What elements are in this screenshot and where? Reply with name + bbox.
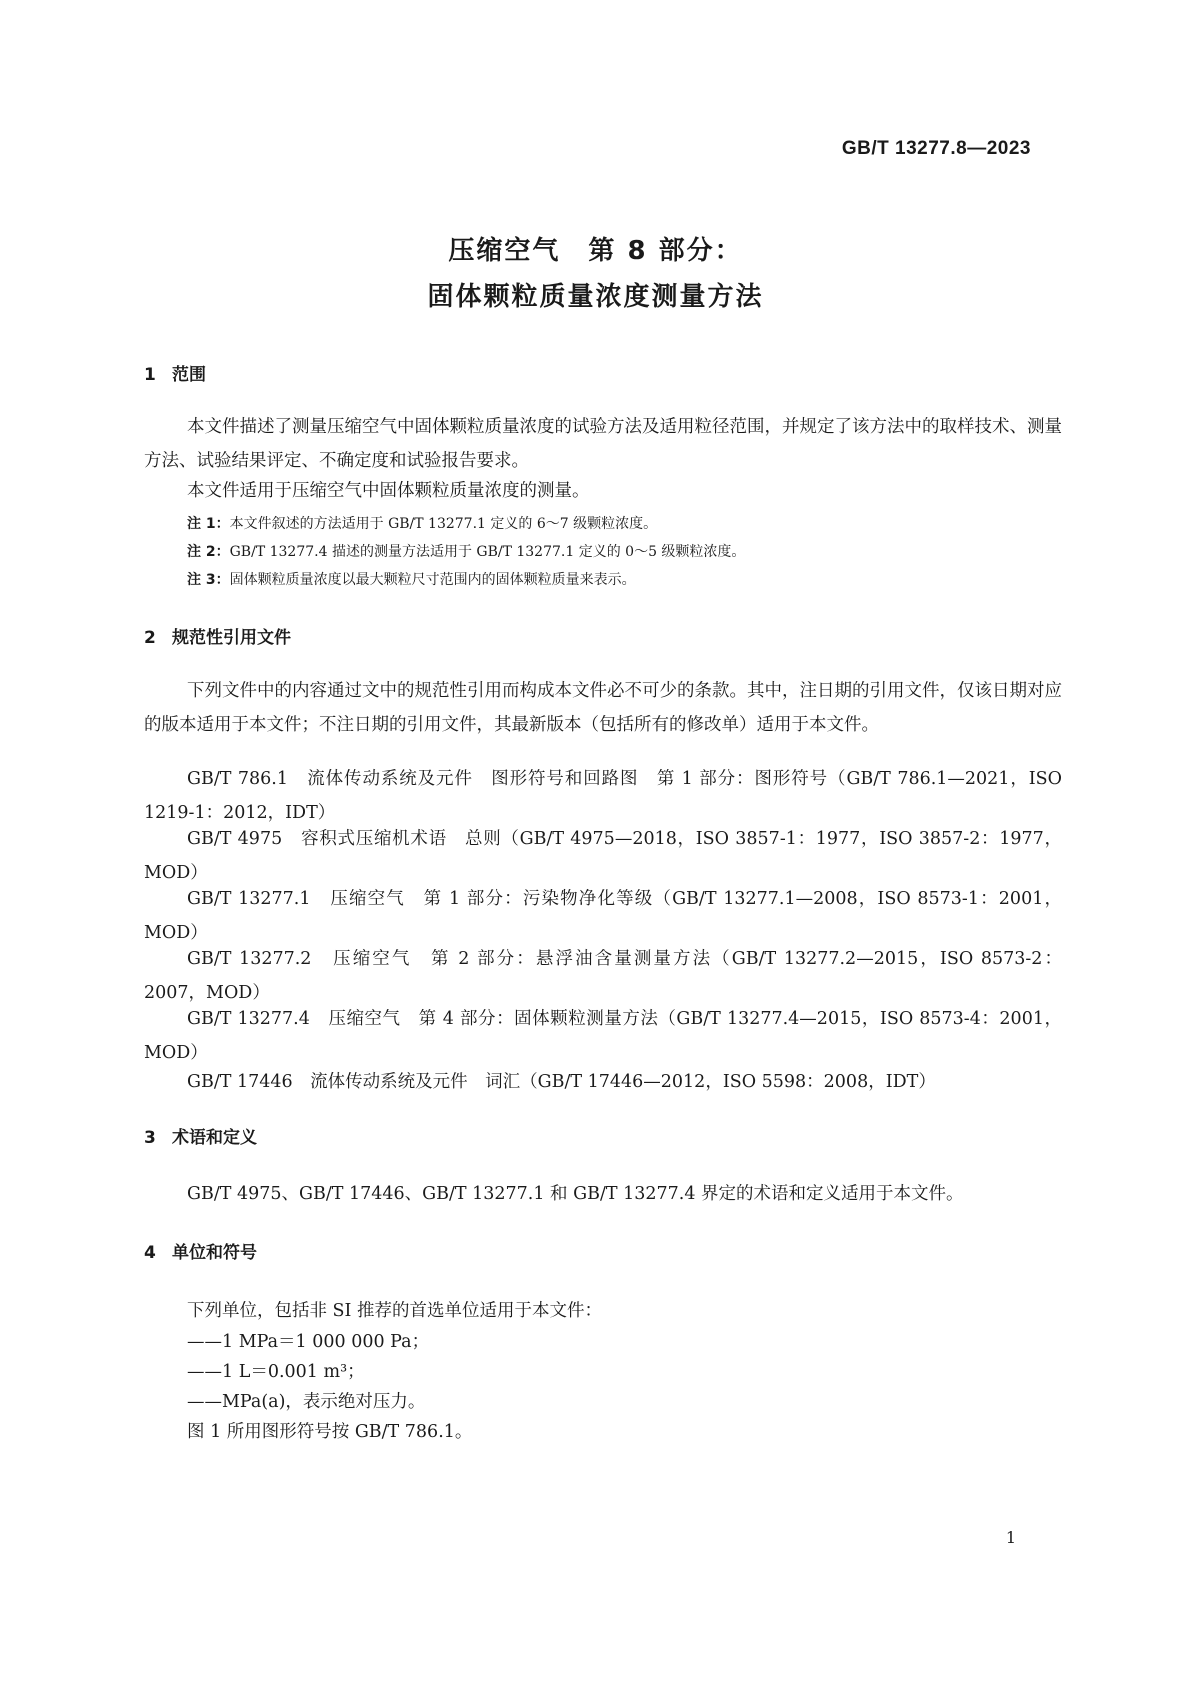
reference-item: GB/T 17446 流体传动系统及元件 词汇（GB/T 17446—2012，ISO 5598：2008，IDT） xyxy=(187,1072,936,1092)
section-number: 1 xyxy=(144,365,156,385)
section-number: 3 xyxy=(144,1128,156,1148)
references-intro: 下列文件中的内容通过文中的规范性引用而构成本文件必不可少的条款。其中，注日期的引用文件，仅该日期对应的版本适用于本文件；不注日期的引用文件，其最新版本（包括所有的修改单）适用于本文件。 xyxy=(144,681,1062,735)
section-2-heading xyxy=(144,623,291,648)
section-3-heading xyxy=(144,1123,257,1148)
units-closing: 图 1 所用图形符号按 GB/T 786.1。 xyxy=(187,1422,473,1442)
scope-note-1: 注 1：本文件叙述的方法适用于 GB/T 13277.1 定义的 6～7 级颗粒浓度。 xyxy=(187,516,658,532)
units-list-item: ——1 MPa＝1 000 000 Pa； xyxy=(187,1332,430,1352)
scope-note-3: 注 3：固体颗粒质量浓度以最大颗粒尺寸范围内的固体颗粒质量来表示。 xyxy=(187,572,636,588)
units-intro: 下列单位，包括非 SI 推荐的首选单位适用于本文件： xyxy=(187,1301,603,1321)
section-title: 规范性引用文件 xyxy=(172,628,291,648)
section-number: 4 xyxy=(144,1243,156,1263)
reference-item: GB/T 4975 容积式压缩机术语 总则（GB/T 4975—2018，ISO 3857-1：1977，ISO 3857-2：1977，MOD） xyxy=(144,829,1062,883)
scope-paragraph-1: 本文件描述了测量压缩空气中固体颗粒质量浓度的试验方法及适用粒径范围，并规定了该方法中的取样技术、测量方法、试验结果评定、不确定度和试验报告要求。 xyxy=(144,417,1062,471)
reference-item: GB/T 13277.4 压缩空气 第 4 部分：固体颗粒测量方法（GB/T 13277.4—2015，ISO 8573-4：2001，MOD） xyxy=(144,1009,1062,1063)
terms-paragraph: GB/T 4975、GB/T 17446、GB/T 13277.1 和 GB/T 13277.4 界定的术语和定义适用于本文件。 xyxy=(187,1184,964,1204)
section-title: 术语和定义 xyxy=(172,1128,257,1148)
page-number: 1 xyxy=(1005,1528,1016,1547)
section-title: 单位和符号 xyxy=(172,1243,257,1263)
reference-item: GB/T 786.1 流体传动系统及元件 图形符号和回路图 第 1 部分：图形符号（GB/T 786.1—2021，ISO 1219-1：2012，IDT） xyxy=(144,769,1062,823)
reference-item: GB/T 13277.2 压缩空气 第 2 部分：悬浮油含量测量方法（GB/T 13277.2—2015，ISO 8573-2：2007，MOD） xyxy=(144,949,1062,1003)
standard-code: GB/T 13277.8—2023 xyxy=(841,138,1031,159)
section-number: 2 xyxy=(144,628,156,648)
scope-note-2: 注 2：GB/T 13277.4 描述的测量方法适用于 GB/T 13277.1 定义的 0～5 级颗粒浓度。 xyxy=(187,544,746,560)
units-list-item: ——MPa(a)，表示绝对压力。 xyxy=(187,1392,426,1412)
section-4-heading xyxy=(144,1238,257,1263)
section-title: 范围 xyxy=(172,365,206,385)
scope-paragraph-2: 本文件适用于压缩空气中固体颗粒质量浓度的测量。 xyxy=(187,481,590,501)
section-1-heading xyxy=(144,360,206,385)
document-title-line2: 固体颗粒质量浓度测量方法 xyxy=(427,282,764,312)
units-list-item: ——1 L＝0.001 m³； xyxy=(187,1362,365,1382)
document-title-line1: 压缩空气 第 8 部分： xyxy=(448,236,743,266)
reference-item: GB/T 13277.1 压缩空气 第 1 部分：污染物净化等级（GB/T 13277.1—2008，ISO 8573-1：2001，MOD） xyxy=(144,889,1062,943)
